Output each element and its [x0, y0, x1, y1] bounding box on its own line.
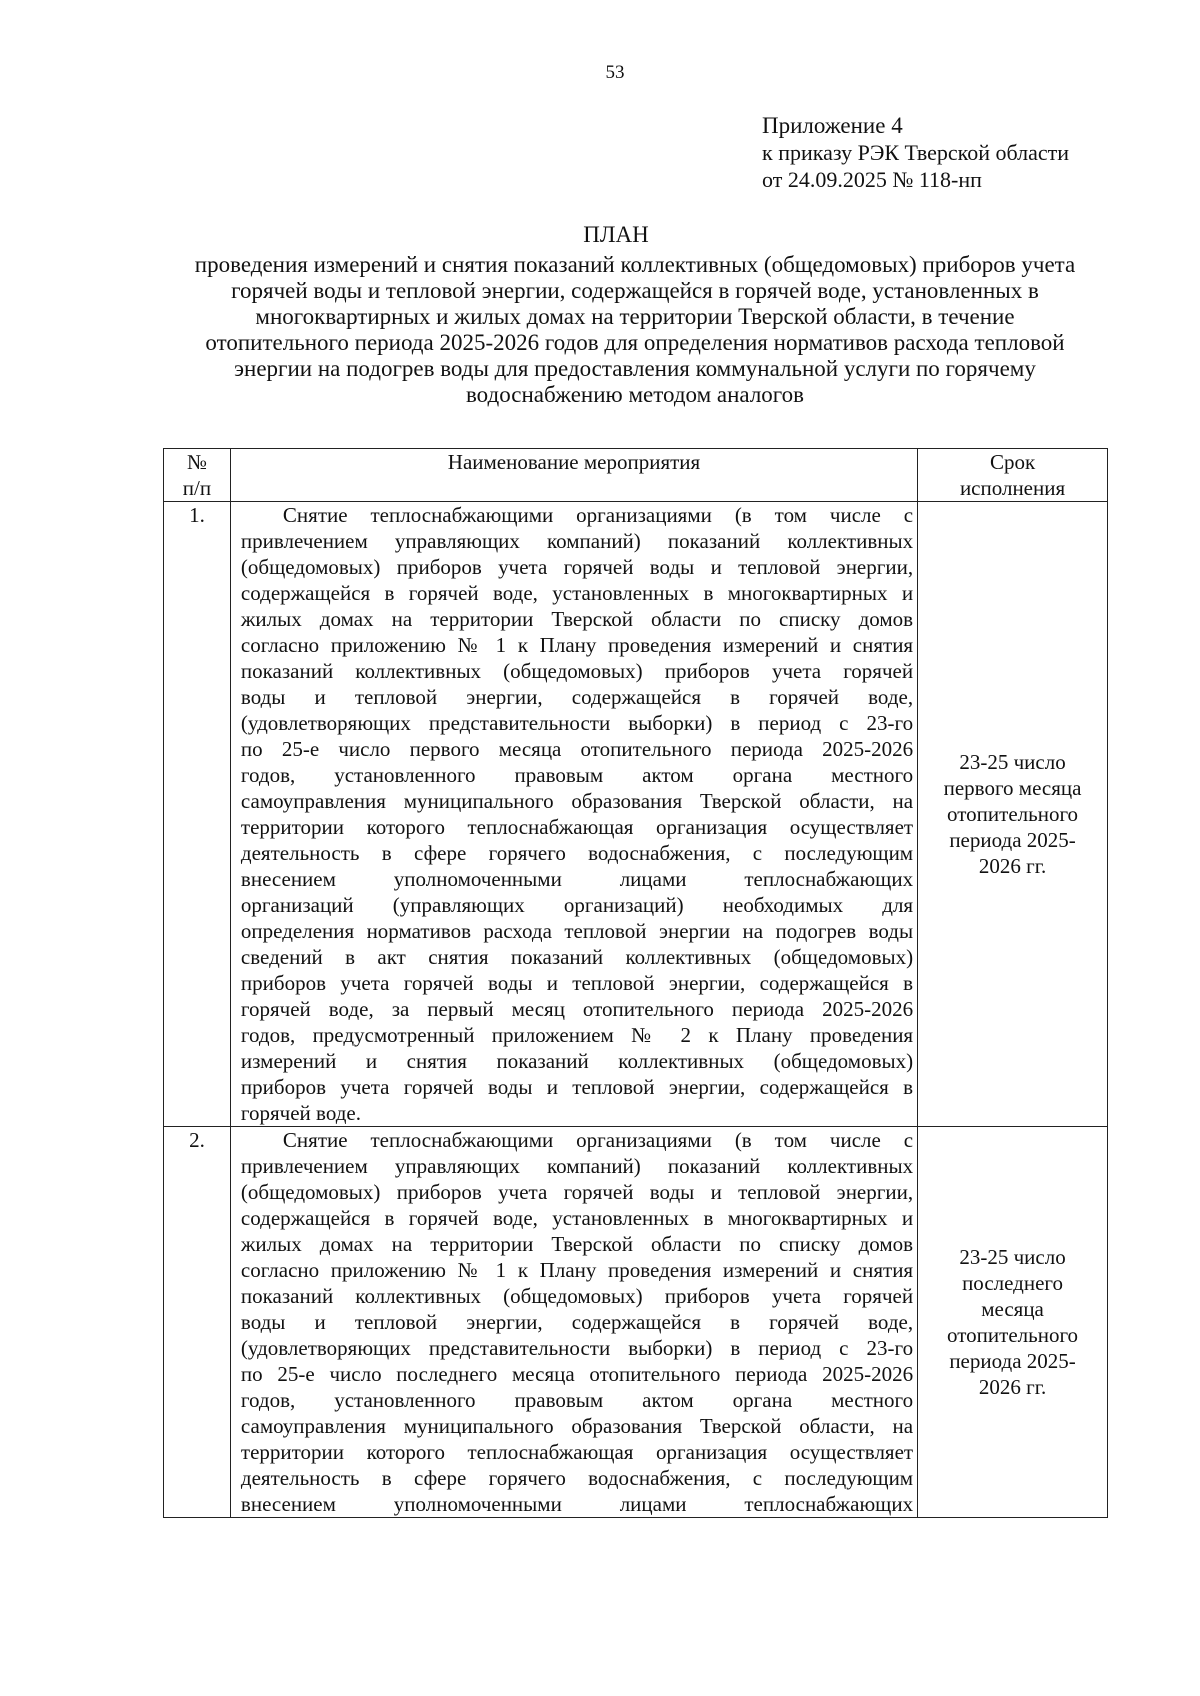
subtitle-line: горячей воды и тепловой энергии, содержащейся в горячей воде, установленных в: [231, 278, 1039, 303]
deadline-text-line: отопительного: [947, 1323, 1079, 1347]
row-number: 2.: [164, 1127, 231, 1518]
activity-text-line: организаций (управляющих организаций) необходимых для: [240, 893, 914, 917]
activity-text-line: годов, установленного правовым актом органа местного: [240, 763, 914, 787]
header-deadline-line2: исполнения: [959, 476, 1066, 500]
activity-text-line: Снятие теплоснабжающими организациями (в том числе с: [282, 1128, 914, 1152]
row-activity-text: [230, 502, 917, 1127]
subtitle-line: проведения измерений и снятия показаний коллективных (общедомовых) приборов учета: [194, 252, 1076, 277]
activity-text-line: определения нормативов расхода тепловой энергии на подогрев воды: [240, 919, 914, 943]
table-header-row: [164, 449, 1108, 502]
activity-text-line: сведений в акт снятия показаний коллективных (общедомовых): [240, 945, 914, 969]
activity-text-line: (удовлетворяющих представительности выборки) в период с 23-го: [240, 1336, 914, 1360]
activity-text-line: содержащейся в горячей воде, установленных в многоквартирных и: [240, 1206, 914, 1230]
activity-text-line: показаний коллективных (общедомовых) приборов учета горячей: [240, 1284, 914, 1308]
activity-text-line: годов, установленного правовым актом органа местного: [240, 1388, 914, 1412]
activity-text-line: привлечением управляющих компаний) показаний коллективных: [240, 529, 914, 553]
table-row: [164, 1127, 1108, 1518]
deadline-text-line: периода 2025-: [949, 1349, 1076, 1373]
activity-text-line: годов, предусмотренный приложением № 2 к Плану проведения: [240, 1023, 914, 1047]
activity-text-line: внесением уполномоченными лицами теплоснабжающих: [240, 867, 914, 891]
appendix-label: Приложение 4: [762, 113, 903, 138]
activity-text-line: самоуправления муниципального образования Тверской области, на: [240, 789, 914, 813]
deadline-text-line: периода 2025-: [949, 828, 1076, 852]
deadline-text-line: отопительного: [947, 802, 1079, 826]
row-deadline: [918, 502, 1108, 1127]
header-number-line1: №: [186, 450, 207, 474]
header-deadline: [918, 449, 1108, 502]
deadline-text-line: 2026 гг.: [978, 1375, 1047, 1399]
subtitle-line: энергии на подогрев воды для предоставления коммунальной услуги по горячему: [234, 356, 1036, 381]
activity-text-line: жилых домах на территории Тверской области по списку домов: [240, 1232, 914, 1256]
activity-text-line: показаний коллективных (общедомовых) приборов учета горячей: [240, 659, 914, 683]
activity-text-line: (общедомовых) приборов учета горячей воды и тепловой энергии,: [240, 1180, 914, 1204]
activity-text-line: (общедомовых) приборов учета горячей воды и тепловой энергии,: [240, 555, 914, 579]
appendix-reference: [762, 112, 1069, 193]
page-number: 53: [605, 62, 625, 83]
activity-text-line: приборов учета горячей воды и тепловой энергии, содержащейся в: [240, 971, 914, 995]
header-name: Наименование мероприятия: [230, 449, 917, 502]
deadline-text-line: 23-25 число: [959, 750, 1066, 774]
activity-text-line: внесением уполномоченными лицами теплоснабжающих: [240, 1492, 914, 1516]
subtitle-line: водоснабжению методом аналогов: [465, 382, 805, 407]
row-deadline: [918, 1127, 1108, 1518]
activity-text-line: содержащейся в горячей воде, установленных в многоквартирных и: [240, 581, 914, 605]
deadline-text-line: последнего: [962, 1271, 1064, 1295]
activity-text-line: Снятие теплоснабжающими организациями (в том числе с: [282, 503, 914, 527]
document-title: ПЛАН: [583, 222, 649, 247]
activity-text-line: жилых домах на территории Тверской области по списку домов: [240, 607, 914, 631]
activity-text-line: территории которого теплоснабжающая организация осуществляет: [240, 1440, 914, 1464]
activity-text-line: по 25-е число последнего месяца отопительного периода 2025-2026: [240, 1362, 914, 1386]
activity-text-line: приборов учета горячей воды и тепловой энергии, содержащейся в: [240, 1075, 914, 1099]
activity-text-line: территории которого теплоснабжающая организация осуществляет: [240, 815, 914, 839]
row-activity-text: [230, 1127, 917, 1518]
appendix-order-ref: к приказу РЭК Тверской области: [762, 140, 1070, 165]
table-row: [164, 502, 1108, 1127]
subtitle-line: отопительного периода 2025-2026 годов для определения нормативов расхода тепловой: [205, 330, 1065, 355]
header-number: [164, 449, 231, 502]
activity-text-line: воды и тепловой энергии, содержащейся в горячей воде,: [240, 1310, 914, 1334]
appendix-order-date: от 24.09.2025 № 118-нп: [762, 167, 982, 192]
header-number-line2: п/п: [182, 476, 212, 500]
row-number: 1.: [164, 502, 231, 1127]
activity-text-line: самоуправления муниципального образования Тверской области, на: [240, 1414, 914, 1438]
deadline-text-line: 23-25 число: [959, 1245, 1066, 1269]
activity-text-line: (удовлетворяющих представительности выборки) в период с 23-го: [240, 711, 914, 735]
activity-text-line: деятельность в сфере горячего водоснабжения, с последующим: [240, 1466, 914, 1490]
deadline-text-line: 2026 гг.: [978, 854, 1047, 878]
activity-text-line: горячей воде.: [240, 1101, 361, 1125]
activity-text-line: по 25-е число первого месяца отопительного периода 2025-2026: [240, 737, 914, 761]
activity-text-line: согласно приложению № 1 к Плану проведения измерений и снятия: [240, 1258, 914, 1282]
activity-text-line: согласно приложению № 1 к Плану проведения измерений и снятия: [240, 633, 914, 657]
activity-text-line: измерений и снятия показаний коллективных (общедомовых): [240, 1049, 914, 1073]
plan-table: [163, 448, 1108, 1518]
header-deadline-line1: Срок: [989, 450, 1036, 474]
activity-text-line: привлечением управляющих компаний) показаний коллективных: [240, 1154, 914, 1178]
deadline-text-line: месяца: [981, 1297, 1044, 1321]
activity-text-line: воды и тепловой энергии, содержащейся в горячей воде,: [240, 685, 914, 709]
subtitle-line: многоквартирных и жилых домах на территории Тверской области, в течение: [255, 304, 1015, 329]
activity-text-line: горячей воде, за первый месяц отопительного периода 2025-2026: [240, 997, 914, 1021]
deadline-text-line: первого месяца: [943, 776, 1082, 800]
document-subtitle: [155, 252, 1115, 408]
activity-text-line: деятельность в сфере горячего водоснабжения, с последующим: [240, 841, 914, 865]
